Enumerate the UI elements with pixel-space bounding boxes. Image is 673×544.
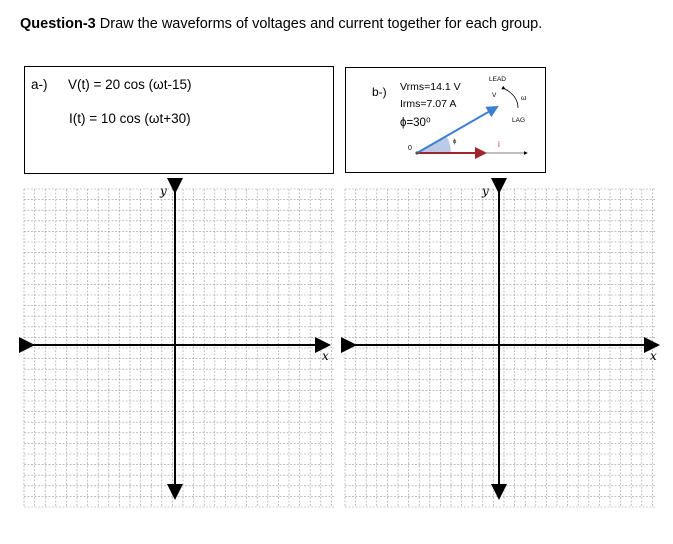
part-a-label: a-) — [31, 77, 48, 92]
v-phasor-label: V — [492, 92, 497, 99]
left-x-label: x — [322, 349, 329, 363]
part-a-voltage-equation: V(t) = 20 cos (ωt-15) — [68, 77, 192, 92]
origin-label: 0 — [408, 145, 412, 152]
phasor-diagram — [415, 89, 527, 155]
phi-angle-label: ϕ — [453, 139, 457, 145]
right-x-label: x — [650, 349, 657, 363]
right-y-label: y — [482, 184, 489, 198]
origin-dot — [415, 151, 418, 154]
lead-label: LEAD — [489, 76, 506, 83]
question-title: Question-3 — [20, 16, 96, 32]
voltage-phasor — [417, 107, 497, 153]
left-y-label: y — [160, 184, 167, 198]
phi-text: ϕ=30⁰ — [400, 117, 431, 129]
irms-text: Irms=7.07 A — [400, 98, 457, 110]
omega-label: ω — [521, 95, 527, 102]
rotation-arrow — [505, 89, 518, 108]
vrms-text: Vrms=14.1 V — [400, 81, 461, 93]
i-phasor-label: i — [498, 140, 500, 149]
question-text: Draw the waveforms of voltages and current together for each group. — [95, 16, 543, 32]
lag-label: LAG — [512, 117, 526, 124]
part-a-current-equation: I(t) = 10 cos (ωt+30) — [69, 111, 191, 126]
part-b-label: b-) — [372, 85, 387, 99]
left-grid — [24, 189, 334, 507]
